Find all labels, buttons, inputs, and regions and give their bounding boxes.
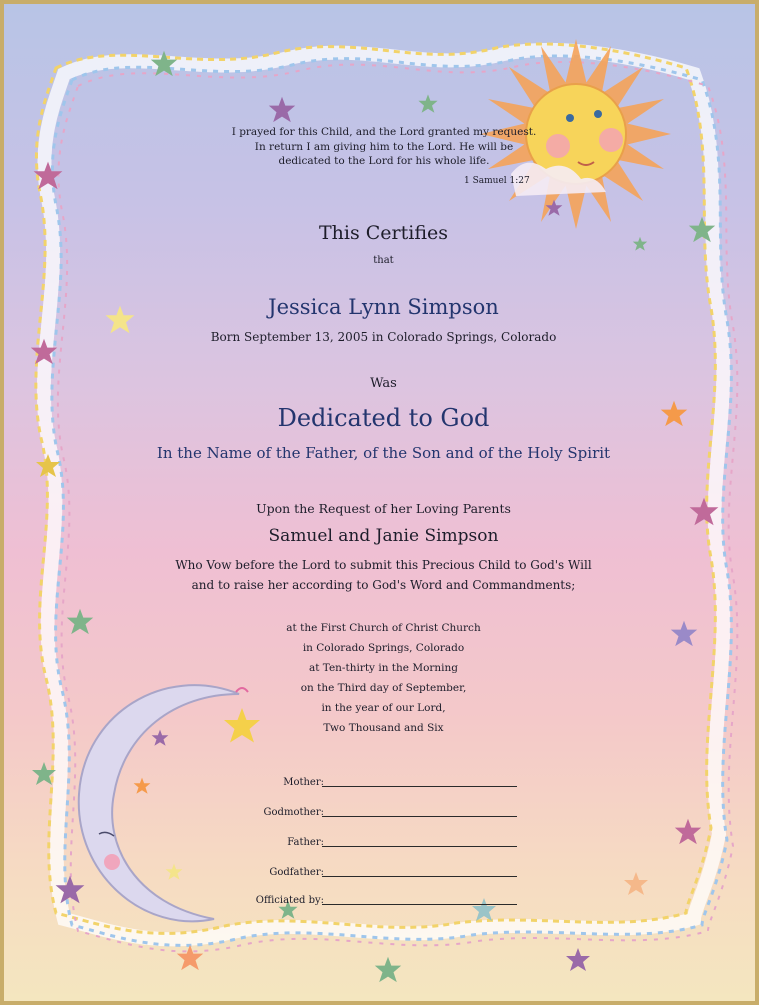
dedicated-heading: Dedicated to God	[277, 404, 490, 432]
request-line: Upon the Request of her Loving Parents	[256, 501, 511, 516]
that-text: that	[373, 255, 394, 266]
detail-line: in the year of our Lord,	[321, 702, 446, 714]
verse-line: In return I am giving him to the Lord. He will be	[254, 140, 514, 153]
verse-line: dedicated to the Lord for his whole life.	[278, 155, 490, 167]
signature-row-godmother	[184, 800, 517, 818]
child-name: Jessica Lynn Simpson	[268, 295, 499, 319]
birth-details: Born September 13, 2005 in Colorado Springs, Colorado	[210, 330, 557, 344]
signature-label: Officiated by:	[255, 895, 324, 906]
signature-row-mother	[184, 770, 517, 788]
vow-line: Who Vow before the Lord to submit this Precious Child to God's Will	[175, 558, 592, 572]
signature-line[interactable]	[322, 846, 517, 847]
verse-reference: 1 Samuel 1:27	[464, 176, 530, 186]
signature-row-godfather	[184, 860, 517, 878]
ceremony-details	[4, 618, 759, 738]
signature-line[interactable]	[322, 904, 517, 905]
signature-label: Godmother:	[263, 807, 324, 818]
was-text: Was	[370, 376, 397, 391]
detail-line: in Colorado Springs, Colorado	[302, 642, 465, 654]
detail-line: at Ten-thirty in the Morning	[308, 662, 459, 674]
detail-line: on the Third day of September,	[300, 682, 467, 694]
scripture-verse	[219, 125, 549, 169]
signature-row-officiant	[184, 888, 517, 906]
certifies-heading: This Certifies	[318, 222, 449, 244]
signature-label: Godfather:	[269, 867, 324, 878]
signature-line[interactable]	[322, 816, 517, 817]
signature-line[interactable]	[322, 786, 517, 787]
verse-line: I prayed for this Child, and the Lord granted my request.	[231, 126, 537, 138]
signature-row-father	[184, 830, 517, 848]
vow-text	[4, 555, 759, 595]
parents-names: Samuel and Janie Simpson	[268, 526, 499, 546]
signature-line[interactable]	[322, 876, 517, 877]
vow-line: and to raise her according to God's Word and Commandments;	[191, 578, 576, 592]
signature-label: Mother:	[283, 777, 324, 788]
detail-line: Two Thousand and Six	[323, 722, 444, 734]
trinity-line: In the Name of the Father, of the Son and of the Holy Spirit	[156, 444, 611, 462]
signature-label: Father:	[287, 837, 324, 848]
detail-line: at the First Church of Christ Church	[286, 622, 481, 634]
